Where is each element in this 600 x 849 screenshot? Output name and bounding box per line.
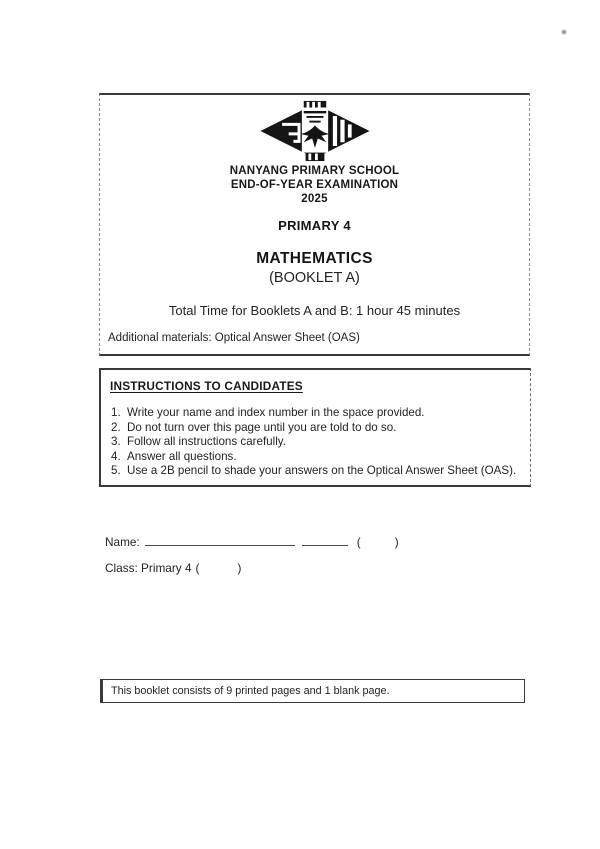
exam-level: PRIMARY 4	[278, 218, 351, 233]
exam-title: END-OF-YEAR EXAMINATION	[230, 179, 399, 191]
school-name: NANYANG PRIMARY SCHOOL	[229, 165, 400, 177]
total-time: Total Time for Booklets A and B: 1 hour 45 minutes	[168, 303, 461, 318]
instruction-item: Use a 2B pencil to shade your answers on the Optical Answer Sheet (OAS).	[127, 464, 517, 478]
school-logo	[257, 100, 373, 162]
instructions-title: INSTRUCTIONS TO CANDIDATES	[110, 379, 303, 393]
class-field-row	[105, 561, 241, 575]
scan-artifact-speck	[561, 29, 567, 35]
exam-header-box	[99, 93, 530, 356]
exam-year: 2025	[301, 193, 328, 205]
booklet-note-box	[100, 679, 525, 703]
instruction-item: Write your name and index number in the space provided.	[127, 406, 425, 419]
name-label: Name:	[105, 535, 140, 549]
name-blank-line-2	[302, 534, 348, 546]
additional-materials: Additional materials: Optical Answer Sheet (OAS)	[108, 332, 360, 344]
class-paren-open: (	[195, 561, 200, 575]
instruction-item: Follow all instructions carefully.	[127, 435, 286, 449]
index-paren-close: )	[394, 535, 399, 549]
school-crest-icon	[257, 100, 373, 162]
instructions-box	[99, 368, 531, 487]
booklet-note: This booklet consists of 9 printed pages and 1 blank page.	[111, 685, 390, 697]
instruction-item: Answer all questions.	[127, 449, 237, 463]
booklet-label: (BOOKLET A)	[269, 270, 360, 286]
exam-subject: MATHEMATICS	[256, 250, 373, 267]
class-label: Class: Primary 4	[105, 561, 192, 575]
index-paren-open: (	[356, 535, 361, 549]
instruction-item: Do not turn over this page until you are told to do so.	[127, 420, 397, 434]
class-paren-close: )	[237, 561, 242, 575]
name-field-row	[105, 534, 399, 549]
name-blank-line	[145, 534, 295, 546]
instructions-list	[110, 406, 520, 479]
